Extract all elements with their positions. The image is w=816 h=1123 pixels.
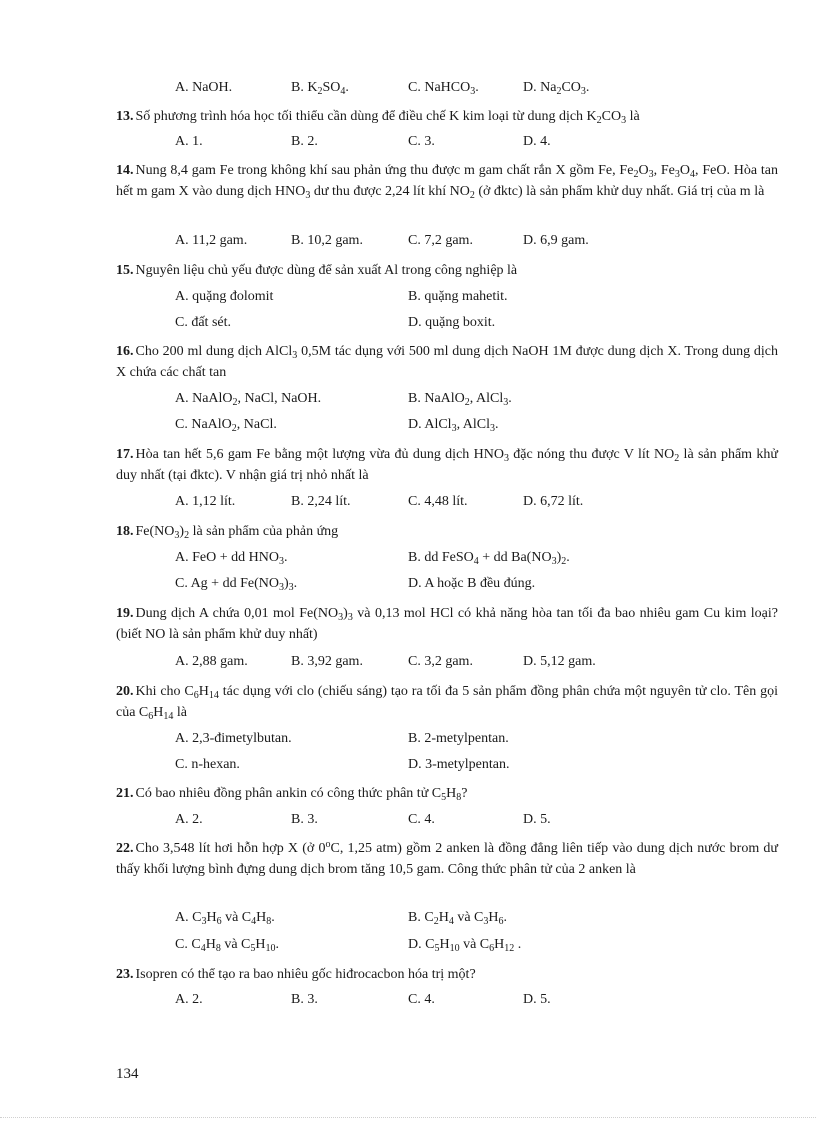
q16-option-d: D. AlCl$_3$, AlCl$_3$. bbox=[408, 417, 499, 434]
q13-option-a: A. 1. bbox=[175, 134, 203, 149]
page-number: 134 bbox=[116, 1066, 139, 1082]
q23-option-d: D. 5. bbox=[523, 992, 551, 1007]
q16-option-c: C. NaAlO$_2$, NaCl. bbox=[175, 417, 277, 434]
q13-option-d: D. 4. bbox=[523, 134, 551, 149]
q16-option-b: B. NaAlO$_2$, AlCl$_3$. bbox=[408, 391, 512, 408]
q14-option-b: B. 10,2 gam. bbox=[291, 233, 363, 248]
question-16: 16. Cho 200 ml dung dịch AlCl$_3$ 0,5M tác dụng với 500 ml dung dịch NaOH 1M được dung dịch X. Trong dung dịch X chứa các chất tan bbox=[116, 344, 778, 380]
q17-option-a: A. 1,12 lít. bbox=[175, 494, 236, 509]
q13-option-c: C. 3. bbox=[408, 134, 435, 149]
q18-option-b: B. dd FeSO$_4$ + dd $Ba(NO_3)_2$. bbox=[408, 550, 570, 567]
q17-option-b: B. 2,24 lít. bbox=[291, 494, 351, 509]
q23-option-b: B. 3. bbox=[291, 992, 318, 1007]
q21-option-b: B. 3. bbox=[291, 812, 318, 827]
question-20: 20. Khi cho $C_6H_{14}$ tác dụng với clo (chiếu sáng) tạo ra tối đa 5 sản phẩm đồng phân chứa một nguyên tử clo. Tên gọi của $C_6H_{14}$ là bbox=[116, 684, 778, 722]
q12-option-d: D. $Na_2CO_3$. bbox=[523, 80, 590, 97]
footer-divider bbox=[0, 1117, 816, 1118]
q14-option-c: C. 7,2 gam. bbox=[408, 233, 473, 248]
q12-option-a: A. NaOH. bbox=[175, 80, 233, 95]
q22-option-d: D. $C_5H_{10}$ và $C_6H_{12}$ . bbox=[408, 937, 522, 954]
q12-option-c: C. NaHCO$_3$. bbox=[408, 80, 479, 97]
q21-option-a: A. 2. bbox=[175, 812, 203, 827]
q22-option-a: A. $C_3H_6$ và $C_4H_8$. bbox=[175, 910, 275, 927]
q15-option-b: B. quặng mahetit. bbox=[408, 289, 508, 304]
q21-option-c: C. 4. bbox=[408, 812, 435, 827]
q15-option-d: D. quặng boxit. bbox=[408, 315, 496, 330]
q16-option-a: A. NaAlO$_2$, NaCl, NaOH. bbox=[175, 391, 322, 408]
q22-option-c: C. $C_4H_8$ và $C_5H_{10}$. bbox=[175, 937, 279, 954]
question-14: 14. Nung 8,4 gam Fe trong không khí sau phản ứng thu được m gam chất rắn X gồm Fe, $Fe_2O_3$, $Fe_3O_4$, FeO. Hòa tan hết m gam X vào dung dịch $HNO_3$ dư thu được 2,24 lít khí $NO_2$ (ở đktc) là sản phẩm khử duy nhất. Giá trị của m là bbox=[116, 163, 779, 201]
question-15: 15. Nguyên liệu chủ yếu được dùng để sản xuất Al trong công nghiệp là bbox=[116, 263, 518, 278]
question-21: 21. Có bao nhiêu đồng phân ankin có công thức phân tử $C_5H_8$? bbox=[116, 786, 468, 803]
q20-option-c: C. n-hexan. bbox=[175, 757, 240, 772]
q15-option-a: A. quặng đolomit bbox=[175, 289, 274, 304]
q20-option-b: B. 2-metylpentan. bbox=[408, 731, 509, 746]
q13-option-b: B. 2. bbox=[291, 134, 318, 149]
q14-option-a: A. 11,2 gam. bbox=[175, 233, 248, 248]
q14-option-d: D. 6,9 gam. bbox=[523, 233, 589, 248]
q15-option-c: C. đất sét. bbox=[175, 315, 231, 330]
q17-option-d: D. 6,72 lít. bbox=[523, 494, 584, 509]
q19-option-b: B. 3,92 gam. bbox=[291, 654, 363, 669]
q19-option-a: A. 2,88 gam. bbox=[175, 654, 248, 669]
q18-option-c: C. Ag + dd $Fe(NO_3)_3$. bbox=[175, 576, 298, 593]
question-23: 23. Isopren có thể tạo ra bao nhiêu gốc hiđrocacbon hóa trị một? bbox=[116, 967, 476, 982]
q18-option-d: D. A hoặc B đều đúng. bbox=[408, 576, 536, 591]
question-22: 22. Cho 3,548 lít hơi hỗn hợp X (ở 0$^o$C, 1,25 atm) gồm 2 anken là đồng đẳng liên tiếp vào dung dịch nước brom dư thấy khối lượng bình đựng dung dịch brom tăng 10,5 gam. Công thức phân tử của 2 anken là bbox=[116, 839, 778, 877]
q22-option-b: B. $C_2H_4$ và $C_3H_6$. bbox=[408, 910, 507, 927]
q23-option-c: C. 4. bbox=[408, 992, 435, 1007]
question-19: 19. Dung dịch A chứa 0,01 mol $Fe(NO_3)_3$ và 0,13 mol HCl có khả năng hòa tan tối đa bao nhiêu gam Cu kim loại? (biết NO là sản phẩm khử duy nhất) bbox=[116, 606, 778, 642]
q20-option-a: A. 2,3-đimetylbutan. bbox=[175, 731, 292, 746]
question-18: 18. $Fe(NO_3)_2$ là sản phẩm của phản ứng bbox=[116, 524, 339, 541]
q23-option-a: A. 2. bbox=[175, 992, 203, 1007]
question-17: 17. Hòa tan hết 5,6 gam Fe bằng một lượng vừa đủ dung dịch $HNO_3$ đặc nóng thu được V lít $NO_2$ là sản phẩm khử duy nhất (tại đktc). V nhận giá trị nhỏ nhất là bbox=[116, 447, 778, 483]
q19-option-d: D. 5,12 gam. bbox=[523, 654, 596, 669]
q17-option-c: C. 4,48 lít. bbox=[408, 494, 468, 509]
q19-option-c: C. 3,2 gam. bbox=[408, 654, 473, 669]
question-13: 13. Số phương trình hóa học tối thiểu cần dùng để điều chế K kim loại từ dung dịch $K_2CO_3$ là bbox=[116, 109, 640, 126]
q20-option-d: D. 3-metylpentan. bbox=[408, 757, 510, 772]
q12-option-b: B. $K_2SO_4$. bbox=[291, 80, 349, 97]
q18-option-a: A. FeO + dd $HNO_3$. bbox=[175, 550, 288, 567]
q21-option-d: D. 5. bbox=[523, 812, 551, 827]
